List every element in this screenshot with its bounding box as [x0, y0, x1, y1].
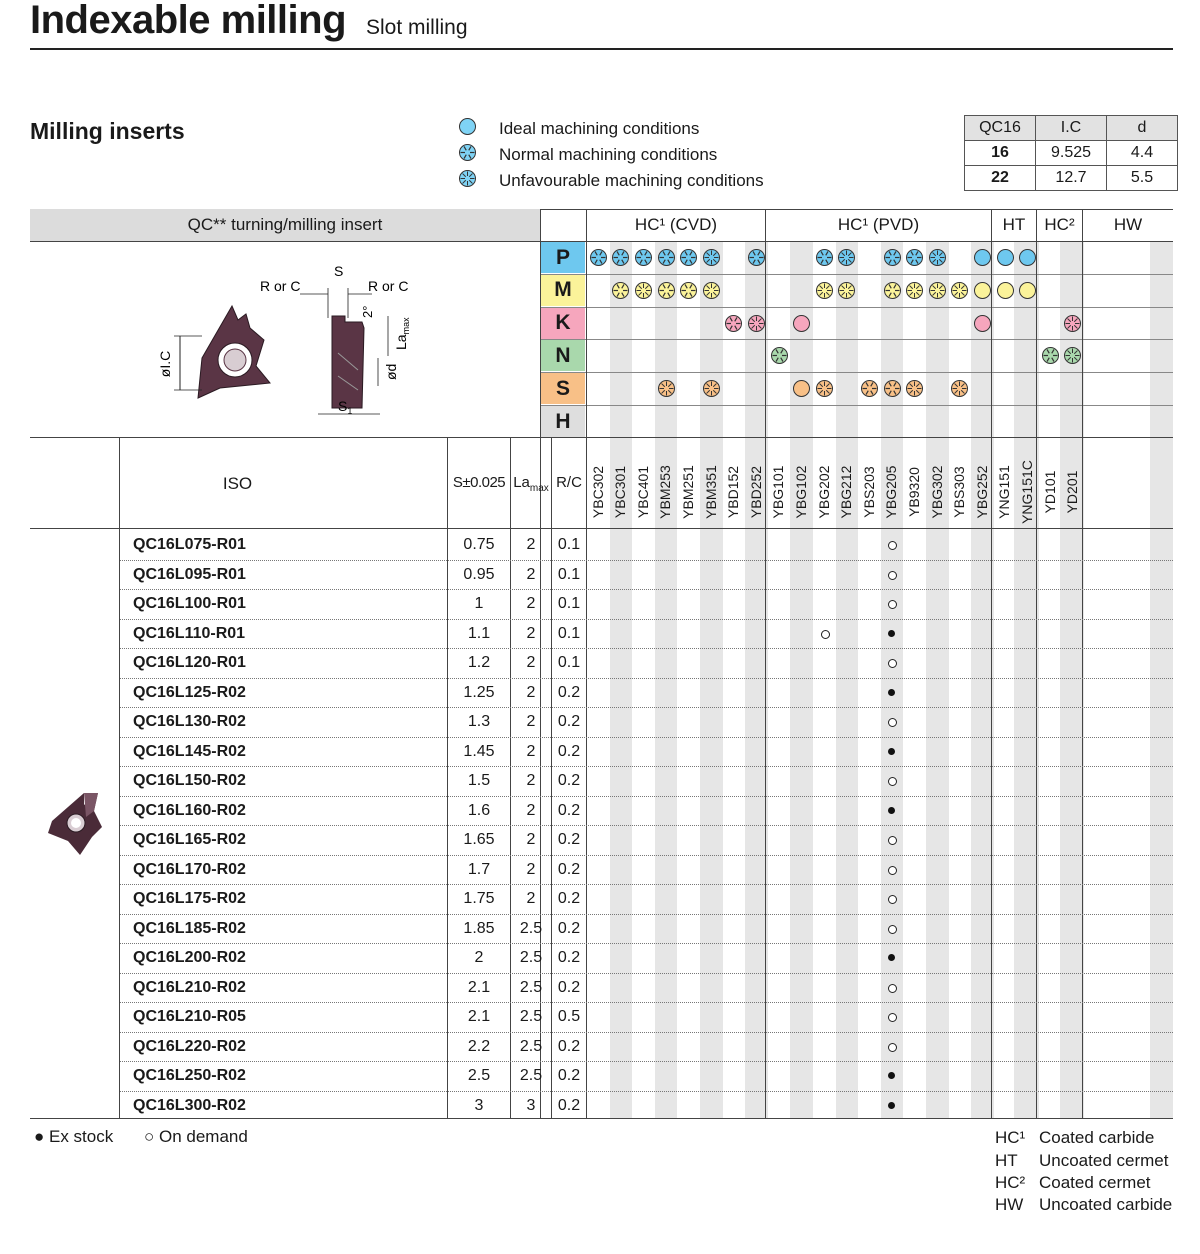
suitability-normal-icon — [883, 248, 902, 267]
rc-value: 0.1 — [557, 565, 581, 583]
grade-ybd152: YBD152 — [725, 465, 742, 519]
suitability-normal-icon — [883, 379, 902, 398]
asterisk-gear-icon — [458, 169, 477, 193]
table-row — [120, 1091, 1173, 1121]
grade-ybg101: YBG101 — [770, 465, 787, 519]
ex-stock-dot — [888, 689, 895, 696]
rc-value: 0.2 — [557, 742, 581, 760]
grid-rule — [30, 241, 1173, 242]
table-row — [120, 530, 1173, 560]
la-value: 2 — [526, 565, 536, 583]
on-demand-dot — [888, 1043, 897, 1052]
width-value: 1.85 — [463, 919, 495, 937]
angle-label: 2° — [360, 305, 375, 318]
s1-label: $S_1$ — [338, 398, 353, 416]
material-row-rule — [541, 405, 1173, 406]
insert-code: QC16L100-R01 — [133, 595, 246, 612]
suitability-normal-icon — [724, 314, 743, 333]
material-n: N — [541, 340, 585, 371]
on-demand-dot — [821, 630, 830, 639]
grid-rule — [30, 528, 1173, 529]
width-value: 2 — [474, 949, 484, 966]
la-value: 2.5 — [519, 949, 543, 966]
legend-label: Unfavourable machining conditions — [499, 171, 764, 190]
suitability-normal-icon — [905, 248, 924, 267]
suitability-normal-icon — [657, 248, 676, 267]
spec-cell: 12.7 — [1036, 166, 1107, 191]
group-hc1-pvd: HC¹ (PVD) — [837, 215, 920, 234]
la-value: 2 — [526, 742, 536, 760]
abbr-text: Coated cermet — [1039, 1173, 1151, 1192]
material-row-rule — [541, 339, 1173, 340]
page-subtitle: Slot milling — [366, 16, 468, 39]
material-row-rule — [541, 307, 1173, 308]
suitability-unfavourable-icon — [702, 379, 721, 398]
suitability-normal-icon — [770, 346, 789, 365]
suitability-normal-icon — [611, 248, 630, 267]
la-value: 2 — [526, 624, 536, 642]
suitability-normal-icon — [634, 248, 653, 267]
insert-product-icon — [44, 787, 104, 857]
grade-yng151: YNG151 — [996, 465, 1013, 519]
grade-ybc401: YBC401 — [634, 465, 651, 519]
rc-value: 0.2 — [557, 860, 581, 878]
la-value: 2.5 — [519, 978, 543, 996]
insert-code: QC16L200-R02 — [133, 949, 246, 966]
la-value: 2.5 — [519, 1037, 543, 1055]
width-value: 1.3 — [467, 713, 491, 730]
column-rc: R/C — [556, 474, 582, 491]
grade-ybg212: YBG212 — [838, 465, 855, 519]
insert-code: QC16L210-R05 — [133, 1008, 246, 1025]
size-spec-table — [964, 115, 1178, 191]
insert-code: QC16L165-R02 — [133, 831, 246, 848]
suitability-normal-icon — [860, 379, 879, 398]
spec-cell: 4.4 — [1107, 141, 1178, 166]
width-value: 2.2 — [467, 1037, 491, 1055]
material-row-rule — [541, 372, 1173, 373]
section-title: Milling inserts — [30, 118, 185, 144]
la-value: 2.5 — [519, 1067, 543, 1084]
on-demand-note: ○ On demand — [144, 1127, 248, 1146]
suitability-normal-icon — [1041, 346, 1060, 365]
suitability-unfavourable-icon — [950, 379, 969, 398]
la-label: $La_{max}$ — [393, 317, 411, 350]
spec-cell: 9.525 — [1036, 141, 1107, 166]
on-demand-dot — [888, 925, 897, 934]
width-value: 1.1 — [467, 624, 491, 642]
spec-cell: 5.5 — [1107, 166, 1178, 191]
rc-value: 0.2 — [557, 713, 581, 730]
abbr-text: Uncoated carbide — [1039, 1195, 1173, 1214]
insert-code: QC16L130-R02 — [133, 713, 246, 730]
rc-value: 0.2 — [557, 801, 581, 819]
la-value: 2 — [526, 860, 536, 878]
rc-value: 0.2 — [557, 949, 581, 966]
insert-code: QC16L220-R02 — [133, 1037, 246, 1055]
insert-code: QC16L150-R02 — [133, 772, 246, 789]
title-divider — [30, 48, 1173, 50]
rc-value: 0.2 — [557, 683, 581, 701]
table-row — [120, 589, 1173, 619]
table-row — [120, 884, 1173, 914]
insert-code: QC16L110-R01 — [133, 624, 246, 642]
ex-stock-dot — [888, 748, 895, 755]
table-row — [120, 707, 1173, 737]
on-demand-dot — [888, 866, 897, 875]
grade-ybg302: YBG302 — [928, 465, 945, 519]
grade-ybm253: YBM253 — [657, 465, 674, 519]
grid-rule — [30, 437, 1173, 438]
insert-code: QC16L095-R01 — [133, 565, 246, 583]
spec-cell: 16 — [965, 141, 1036, 166]
suitability-unfavourable-icon — [747, 314, 766, 333]
grade-ybg205: YBG205 — [883, 465, 900, 519]
suitability-ideal-icon — [973, 248, 992, 267]
grade-ybg102: YBG102 — [792, 465, 809, 519]
grade-ybc301: YBC301 — [612, 465, 629, 519]
suitability-unfavourable-icon — [837, 281, 856, 300]
suitability-unfavourable-icon — [905, 281, 924, 300]
material-p: P — [541, 242, 585, 273]
suitability-ideal-icon — [996, 248, 1015, 267]
width-value: 3 — [474, 1096, 484, 1114]
suitability-ideal-icon — [1018, 281, 1037, 300]
grade-yd201: YD201 — [1064, 470, 1081, 514]
insert-code: QC16L075-R01 — [133, 536, 246, 553]
on-demand-dot — [888, 571, 897, 580]
grade-ybg202: YBG202 — [815, 465, 832, 519]
suitability-unfavourable-icon — [815, 281, 834, 300]
suitability-ideal-icon — [1018, 248, 1037, 267]
insert-code: QC16L160-R02 — [133, 801, 246, 819]
suitability-unfavourable-icon — [905, 379, 924, 398]
suitability-normal-icon — [747, 248, 766, 267]
suitability-unfavourable-icon — [702, 248, 721, 267]
ic-label: øI.C — [157, 350, 173, 378]
la-value: 2 — [526, 772, 536, 789]
abbr-code: HC² — [995, 1173, 1026, 1192]
rc-value: 0.2 — [557, 1096, 581, 1114]
column-s: S±0.025 — [452, 474, 506, 491]
table-row — [120, 619, 1173, 649]
material-h: H — [541, 406, 585, 437]
insert-technical-drawing — [140, 258, 430, 423]
abbr-code: HC¹ — [995, 1128, 1026, 1147]
suitability-unfavourable-icon — [1063, 314, 1082, 333]
width-value: 1.6 — [467, 801, 491, 819]
ex-stock-dot — [888, 1102, 895, 1109]
legend-item-unfavourable — [458, 168, 764, 194]
la-value: 2 — [526, 536, 536, 553]
width-value: 1.5 — [467, 772, 491, 789]
suitability-ideal-icon — [792, 314, 811, 333]
width-value: 1.25 — [463, 683, 495, 701]
abbr-text: Coated carbide — [1039, 1128, 1155, 1147]
la-value: 2 — [526, 595, 536, 612]
la-value: 2 — [526, 683, 536, 701]
rc-value: 0.2 — [557, 919, 581, 937]
abbr-text: Uncoated cermet — [1039, 1151, 1169, 1170]
suitability-unfavourable-icon — [928, 281, 947, 300]
table-row — [120, 914, 1173, 944]
r-or-c-right-label: R or C — [368, 278, 409, 294]
suitability-unfavourable-icon — [950, 281, 969, 300]
la-value: 2 — [526, 801, 536, 819]
suitability-ideal-icon — [973, 281, 992, 300]
table-row — [120, 855, 1173, 885]
rc-value: 0.2 — [557, 1037, 581, 1055]
ex-stock-note: ● Ex stock — [34, 1127, 114, 1146]
ex-stock-dot — [888, 807, 895, 814]
suitability-normal-icon — [815, 248, 834, 267]
table-row — [120, 766, 1173, 796]
abbr-code: HW — [995, 1195, 1024, 1214]
r-or-c-left-label: R or C — [260, 278, 301, 294]
group-hc2: HC² — [1044, 215, 1075, 234]
ex-stock-dot — [888, 630, 895, 637]
table-row — [120, 560, 1173, 590]
width-value: 2.5 — [467, 1067, 491, 1084]
rc-value: 0.2 — [557, 772, 581, 789]
rc-value: 0.1 — [557, 624, 581, 642]
rc-value: 0.1 — [557, 654, 581, 671]
insert-code: QC16L175-R02 — [133, 890, 246, 907]
suitability-unfavourable-icon — [634, 281, 653, 300]
la-value: 3 — [526, 1096, 536, 1114]
insert-code: QC16L145-R02 — [133, 742, 246, 760]
table-row — [120, 648, 1173, 678]
suitability-normal-icon — [679, 248, 698, 267]
grade-ybd252: YBD252 — [747, 465, 764, 519]
legend-item-ideal — [458, 116, 699, 142]
table-row — [120, 973, 1173, 1003]
width-value: 1.45 — [463, 742, 495, 760]
on-demand-dot — [888, 984, 897, 993]
la-value: 2 — [526, 713, 536, 730]
width-value: 1.65 — [463, 831, 495, 848]
abbr-code: HT — [995, 1151, 1018, 1170]
insert-code: QC16L250-R02 — [133, 1067, 246, 1084]
material-row-rule — [541, 274, 1173, 275]
material-k: K — [541, 308, 585, 339]
legend-item-normal — [458, 142, 717, 168]
grade-ybg252: YBG252 — [973, 465, 990, 519]
la-value: 2.5 — [519, 1008, 543, 1025]
grade-yd101: YD101 — [1041, 470, 1058, 514]
table-row — [120, 943, 1173, 973]
suitability-unfavourable-icon — [837, 248, 856, 267]
rc-value: 0.2 — [557, 1067, 581, 1084]
rc-value: 0.2 — [557, 890, 581, 907]
insert-code: QC16L170-R02 — [133, 860, 246, 878]
width-value: 1.7 — [467, 860, 491, 878]
rc-value: 0.2 — [557, 831, 581, 848]
grade-ybc302: YBC302 — [589, 465, 606, 519]
grade-yng151c: YNG151C — [1018, 460, 1035, 524]
group-hw: HW — [1113, 215, 1143, 234]
group-ht: HT — [1002, 215, 1026, 234]
width-value: 2.1 — [467, 978, 491, 996]
insert-header: QC** turning/milling insert — [187, 215, 383, 234]
suitability-normal-icon — [883, 281, 902, 300]
width-value: 0.95 — [463, 565, 495, 583]
spec-header: QC16 — [965, 116, 1036, 141]
la-value: 2.5 — [519, 919, 543, 937]
suitability-normal-icon — [589, 248, 608, 267]
d-label: ød — [383, 363, 399, 380]
width-value: 1.2 — [467, 654, 491, 671]
suitability-ideal-icon — [996, 281, 1015, 300]
suitability-normal-icon — [611, 281, 630, 300]
legend-label: Normal machining conditions — [499, 145, 718, 164]
insert-code: QC16L125-R02 — [133, 683, 246, 701]
suitability-ideal-icon — [792, 379, 811, 398]
table-row — [120, 737, 1173, 767]
material-m: M — [541, 275, 585, 306]
width-value: 2.1 — [467, 1008, 491, 1025]
suitability-unfavourable-icon — [657, 379, 676, 398]
suitability-unfavourable-icon — [1063, 346, 1082, 365]
gear-icon — [458, 143, 477, 167]
column-la: $La_{max}$ — [513, 474, 549, 494]
table-row — [120, 825, 1173, 855]
suitability-unfavourable-icon — [928, 248, 947, 267]
width-value: 1 — [474, 595, 484, 612]
table-row — [120, 678, 1173, 708]
grade-ybm251: YBM251 — [679, 465, 696, 519]
insert-code: QC16L120-R01 — [133, 654, 246, 671]
la-value: 2 — [526, 831, 536, 848]
suitability-normal-icon — [679, 281, 698, 300]
rc-value: 0.5 — [557, 1008, 581, 1025]
insert-code: QC16L185-R02 — [133, 919, 246, 937]
rc-value: 0.1 — [557, 595, 581, 612]
table-row — [120, 1002, 1173, 1032]
spec-header: I.C — [1036, 116, 1107, 141]
spec-cell: 22 — [965, 166, 1036, 191]
grade-ybs203: YBS203 — [860, 466, 877, 518]
s-label: S — [334, 263, 344, 279]
table-row — [120, 796, 1173, 826]
insert-code: QC16L300-R02 — [133, 1096, 246, 1114]
circle-icon — [458, 117, 477, 141]
suitability-unfavourable-icon — [702, 281, 721, 300]
page-title: Indexable milling — [30, 0, 347, 42]
width-value: 0.75 — [463, 536, 495, 553]
rc-value: 0.2 — [557, 978, 581, 996]
column-iso: ISO — [222, 474, 253, 493]
la-value: 2 — [526, 890, 536, 907]
table-row — [120, 1032, 1173, 1062]
rc-value: 0.1 — [557, 536, 581, 553]
spec-header: d — [1107, 116, 1178, 141]
material-s: S — [541, 373, 585, 404]
suitability-unfavourable-icon — [815, 379, 834, 398]
width-value: 1.75 — [463, 890, 495, 907]
legend-label: Ideal machining conditions — [499, 119, 700, 138]
grade-ybm351: YBM351 — [702, 465, 719, 519]
suitability-normal-icon — [657, 281, 676, 300]
grade-ybs303: YBS303 — [951, 466, 968, 518]
table-row — [120, 1061, 1173, 1091]
insert-code: QC16L210-R02 — [133, 978, 246, 996]
grade-yb9320: YB9320 — [905, 467, 922, 517]
suitability-ideal-icon — [973, 314, 992, 333]
la-value: 2 — [526, 654, 536, 671]
group-hc1-cvd: HC¹ (CVD) — [634, 215, 718, 234]
